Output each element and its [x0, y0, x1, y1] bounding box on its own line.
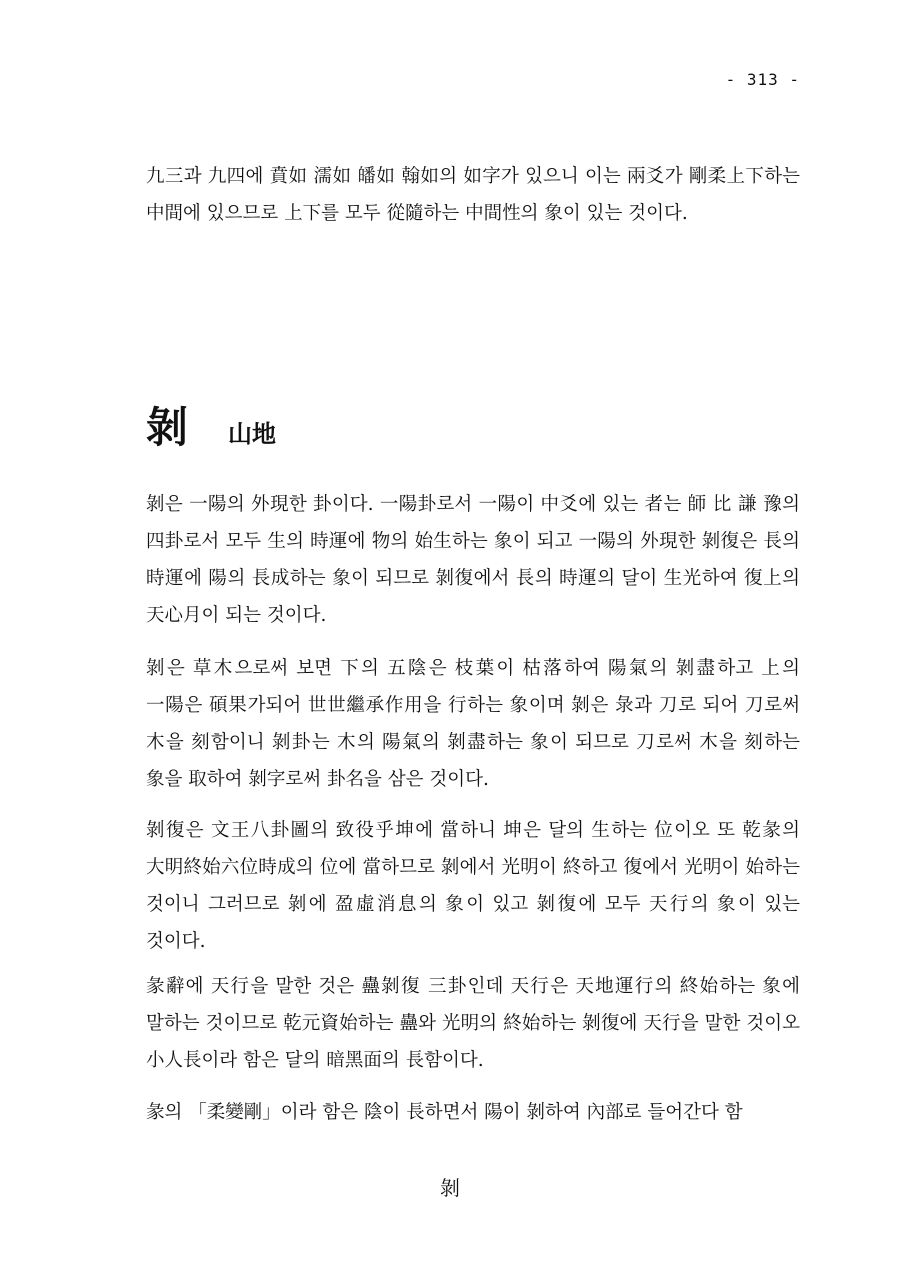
body-paragraph: 剝은 草木으로써 보면 下의 五陰은 枝葉이 枯落하여 陽氣의 剝盡하고 上의 一陽은 碩果가되어 世世繼承作用을 行하는 象이며 剝은 彔과 刀로 되어 刀로써 木을 刻함이니 剝卦는 木의 陽氣의 剝盡하는 象이 되므로 刀로써 木을 刻하는 象을 取하여 剝字로써 卦名을 삼은 것이다.: [146, 658, 800, 790]
section-heading: [146, 404, 276, 452]
body-paragraph: 彖의 「柔變剛」이라 함은 陰이 長하면서 陽이 剝하여 內部로 들어간다 함: [146, 1102, 743, 1123]
intro-paragraph: 九三과 九四에 賁如 濡如 皤如 翰如의 如字가 있으니 이는 兩爻가 剛柔上下하는 中間에 있으므로 上下를 모두 從隨하는 中間性의 象이 있는 것이다.: [146, 166, 800, 224]
page-footer: 剝: [440, 1176, 460, 1200]
hexagram-title: 剝: [146, 403, 189, 452]
page-number: - 313 -: [725, 70, 800, 89]
body-paragraph: 彖辭에 天行을 말한 것은 蠱剝復 三卦인데 天行은 天地運行의 終始하는 象에 말하는 것이므로 乾元資始하는 蠱와 光明의 終始하는 剝復에 天行을 말한 것이오 小人長이라 함은 달의 暗黑面의 長함이다.: [146, 976, 800, 1071]
body-paragraph: 剝復은 文王八卦圖의 致役乎坤에 當하니 坤은 달의 生하는 位이오 또 乾彖의 大明終始六位時成의 位에 當하므로 剝에서 光明이 終하고 復에서 光明이 始하는 것이니 그러므로 剝에 盈虛消息의 象이 있고 剝復에 모두 天行의 象이 있는 것이다.: [146, 820, 800, 952]
body-paragraph: 剝은 一陽의 外現한 卦이다. 一陽卦로서 一陽이 中爻에 있는 者는 師 比 謙 豫의 四卦로서 모두 生의 時運에 物의 始生하는 象이 되고 一陽의 外現한 剝復은 長의 時運에 陽의 長成하는 象이 되므로 剝復에서 長의 時運의 달이 生光하여 復上의 天心月이 되는 것이다.: [146, 494, 800, 626]
hexagram-subtitle: 山地: [228, 419, 277, 448]
